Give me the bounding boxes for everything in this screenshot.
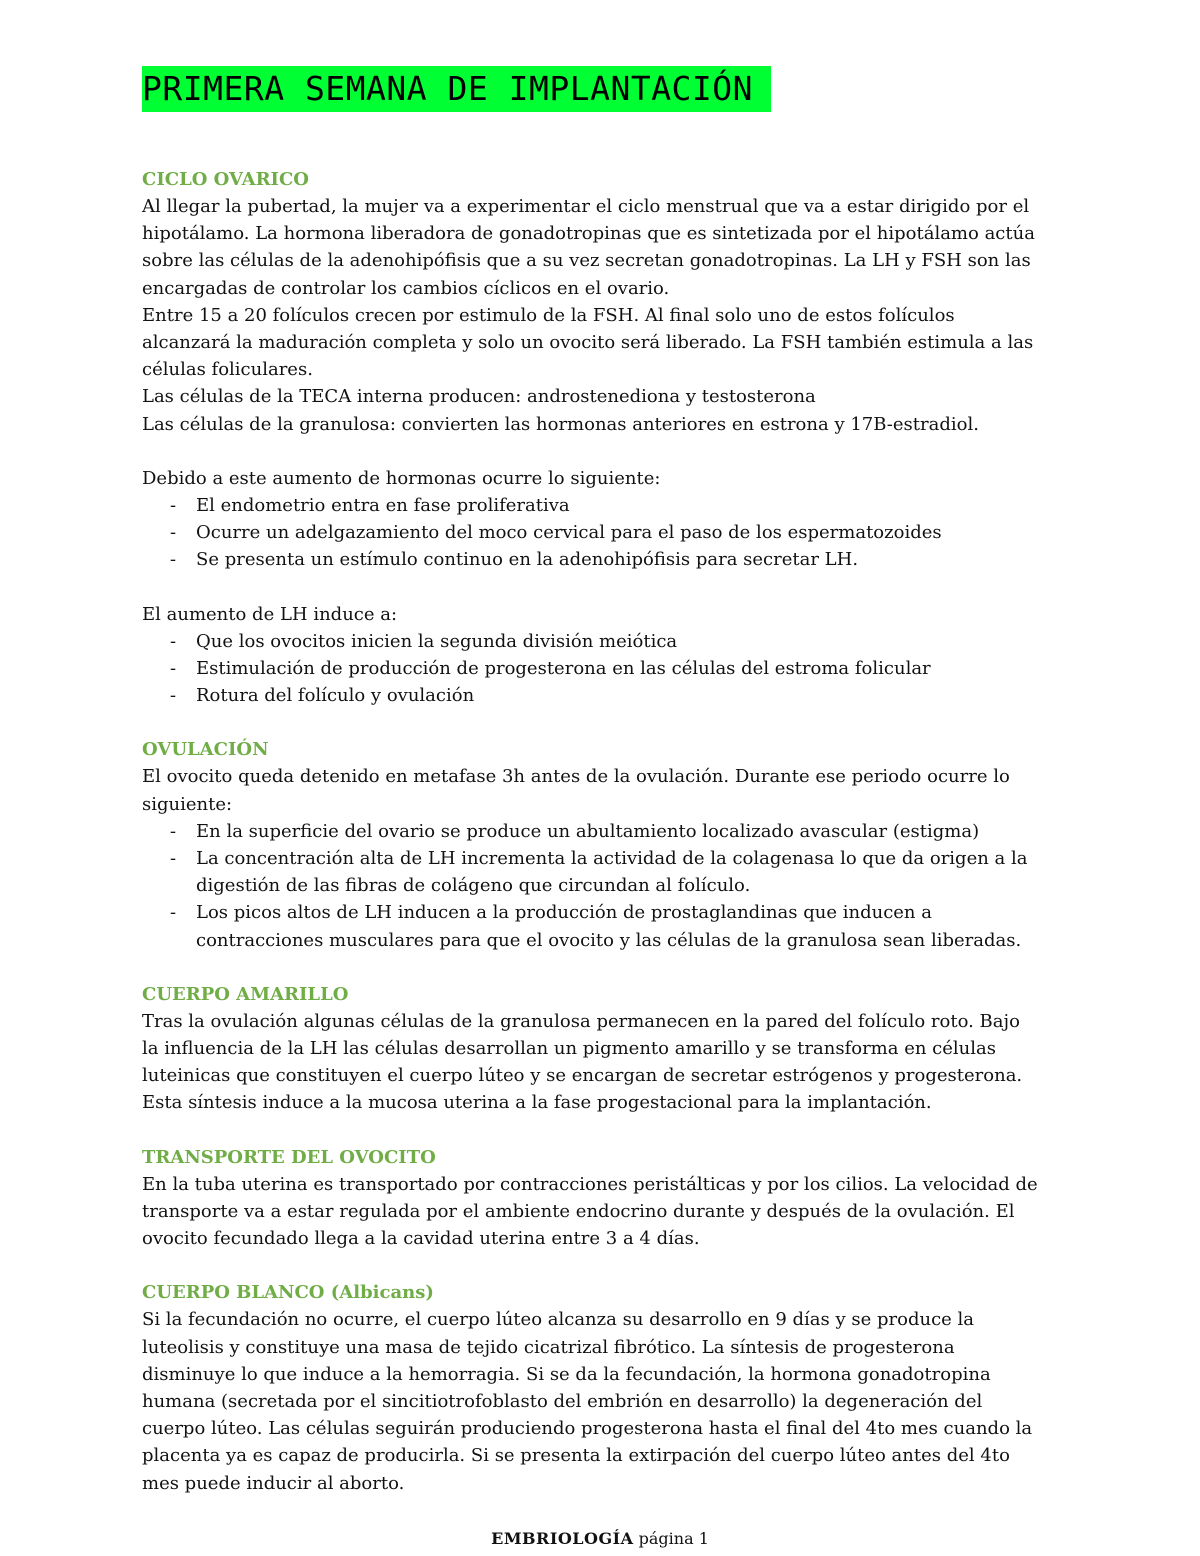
list-item: - Estimulación de producción de progesterona en las células del estroma folicular [142,655,1042,682]
page-footer [0,1528,1200,1550]
paragraph: Las células de la granulosa: convierten las hormonas anteriores en estrona y 17B-estradiol. [142,413,979,435]
list-item: - La concentración alta de LH incrementa la actividad de la colagenasa lo que da origen a la digestión de las fibras de colágeno que circundan al folículo. [142,845,1042,899]
list-item: - Se presenta un estímulo continuo en la adenohipófisis para secretar LH. [142,546,1042,573]
page-title: PRIMERA SEMANA DE IMPLANTACIÓN [142,66,771,112]
paragraph: Si la fecundación no ocurre, el cuerpo lúteo alcanza su desarrollo en 9 días y se produce la luteolisis y constituye una masa de tejido cicatrizal fibrótico. La síntesis de progesterona disminuye lo que induce a la hemorragia. Si se da la fecundación, la hormona gonadotropina humana (secretada por el sincitiotrofoblasto del embrión en desarrollo) la degeneración del cuerpo lúteo. Las células seguirán produciendo progesterona hasta el final del 4to mes cuando la placenta ya es capaz de producirla. Si se presenta la extirpación del cuerpo lúteo antes del 4to mes puede inducir al aborto. [142,1309,1033,1494]
paragraph: El aumento de LH induce a: [142,603,398,625]
paragraph: Tras la ovulación algunas células de la granulosa permanecen en la pared del folículo roto. Bajo la influencia de la LH las células desarrollan un pigmento amarillo y se transforma en células luteinicas que constituyen el cuerpo lúteo y se encargan de secretar estrógenos y progesterona. Esta síntesis induce a la mucosa uterina a la fase progestacional para la implantación. [142,1010,1023,1114]
paragraph: El ovocito queda detenido en metafase 3h antes de la ovulación. Durante ese periodo ocurre lo siguiente: [142,766,1010,815]
paragraph: En la tuba uterina es transportado por contracciones peristálticas y por los cilios. La velocidad de transporte va a estar regulada por el ambiente endocrino durante y después de la ovulación. El ovocito fecundado llega a la cavidad uterina entre 3 a 4 días. [142,1173,1038,1250]
footer-page-number: página 1 [638,1529,709,1548]
section-ovulacion [142,736,1042,953]
section-heading: CUERPO BLANCO (Albicans) [142,1282,434,1304]
section-cuerpo-amarillo [142,981,1042,1117]
spacer [142,709,1042,736]
paragraph: Las células de la TECA interna producen: androstenediona y testosterona [142,386,816,408]
list-item: - Los picos altos de LH inducen a la producción de prostaglandinas que inducen a contracciones musculares para que el ovocito y las células de la granulosa sean liberadas. [142,899,1042,953]
section-heading: OVULACIÓN [142,739,269,761]
list-item: - En la superficie del ovario se produce un abultamiento localizado avascular (estigma) [142,818,1042,845]
section-cuerpo-blanco [142,1279,1042,1496]
document-page [142,66,1042,1497]
paragraph: Debido a este aumento de hormonas ocurre lo siguiente: [142,467,661,489]
section-heading: CUERPO AMARILLO [142,983,349,1005]
section-heading: TRANSPORTE DEL OVOCITO [142,1146,436,1168]
section-transporte-ovocito [142,1144,1042,1253]
bullet-list [142,818,1042,954]
paragraph: Entre 15 a 20 folículos crecen por estimulo de la FSH. Al final solo uno de estos folículos alcanzará la maduración completa y solo un ovocito será liberado. La FSH también estimula a las células foliculares. [142,304,1034,381]
list-item: - Ocurre un adelgazamiento del moco cervical para el paso de los espermatozoides [142,519,1042,546]
list-item: - Que los ovocitos inicien la segunda división meiótica [142,628,1042,655]
spacer [142,438,1042,465]
spacer [142,574,1042,601]
spacer [142,1252,1042,1279]
spacer [142,112,1042,166]
section-heading: CICLO OVARICO [142,169,309,190]
list-item: - El endometrio entra en fase proliferativa [142,492,1042,519]
spacer [142,954,1042,981]
bullet-list [142,628,1042,710]
section-ciclo-ovarico [142,166,1042,709]
list-item: - Rotura del folículo y ovulación [142,682,1042,709]
bullet-list [142,492,1042,574]
paragraph: Al llegar la pubertad, la mujer va a experimentar el ciclo menstrual que va a estar dirigido por el hipotálamo. La hormona liberadora de gonadotropinas que es sintetizada por el hipotálamo actúa sobre las células de la adenohipófisis que a su vez secretan gonadotropinas. La LH y FSH son las encargadas de controlar los cambios cíclicos en el ovario. [142,196,1035,299]
footer-brand: EMBRIOLOGÍA [491,1529,634,1548]
spacer [142,1117,1042,1144]
